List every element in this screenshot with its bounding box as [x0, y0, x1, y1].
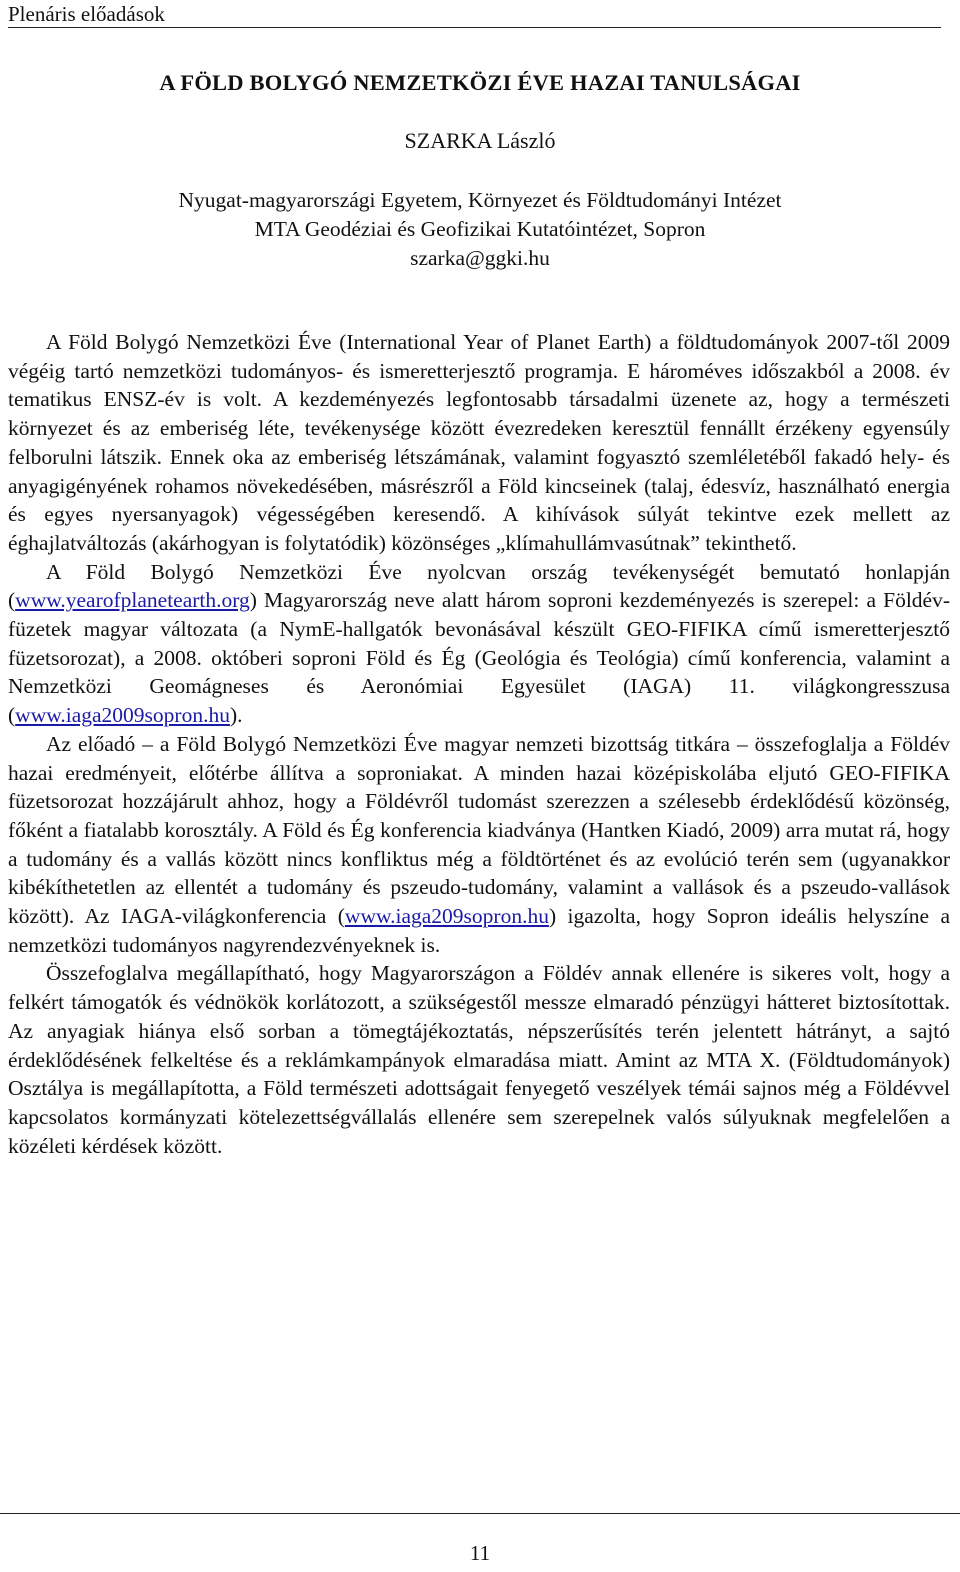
paragraph-1: A Föld Bolygó Nemzetközi Éve (International Year of Planet Earth) a földtudományok 2007-től 2009 végéig tartó nemzetközi tudományos- és ismeretterjesztő programja. E hároméves időszakból a 2008. év tematikus ENSZ-év is volt. A kezdeményezés legfontosabb társadalmi üzenete az, hogy a természeti környezet és az emberiség léte, tevékenysége között évezredeken keresztül fennállt érzékeny egyensúly felborulni látszik. Ennek oka az emberiség létszámának, valamint fogyasztó szemléletéből fakadó hely- és anyagigényének rohamos növekedésében, másrészről a Föld kincseinek (talaj, édesvíz, használható energia és egyes nyersanyagok) végességében keresendő. A kihívások súlyát tekintve ezek mellett az éghajlatváltozás (akárhogyan is folytatódik) közönséges „klímahullámvasútnak” tekinthető. [8, 330, 950, 555]
paragraph-2 [8, 558, 950, 730]
paragraph-2-text-b: ) Magyarország neve alatt három soproni kezdeményezés is szerepel: a Földév-füzetek magyar változata (a NymE-hallgatók bevonásával készült GEO-FIFIKA című ismeretterjesztő füzetsorozat), a 2008. októberi soproni Föld és Ég (Geológia és Teológia) című konferencia, valamint a Nemzetközi Geomágneses és Aeronómiai Egyesület (IAGA) 11. világkongresszusa ( [8, 588, 950, 728]
footer-divider [0, 1513, 960, 1514]
paragraph-3 [8, 730, 950, 960]
author-name: SZARKA László [404, 128, 556, 153]
article-title: A FÖLD BOLYGÓ NEMZETKÖZI ÉVE HAZAI TANULSÁGAI [159, 70, 801, 95]
article-body [8, 328, 950, 1160]
paragraph-2-text-c: ). [229, 703, 243, 728]
affiliation-block [0, 186, 960, 273]
paragraph-3-text-a: Az előadó – a Föld Bolygó Nemzetközi Éve magyar nemzeti bizottság titkára – összefoglalja a Földév hazai eredményeit, előtérbe állítva a soproniakat. A minden hazai középiskolába eljutó GEO-FIFIKA füzetsorozat hozzájárult ahhoz, hogy a Földévről tudomást szerezzen a szélesebb érdeklődésű közönség, főként a fiatalabb korosztály. A Föld és Ég konferencia kiadványa (Hantken Kiadó, 2009) arra mutat rá, hogy a tudomány és a vallás között nincs konfliktus még a földtörténet és az evolúció terén sem (ugyanakkor kibékíthetetlen az ellentét a tudomány és pszeudo-tudomány, valamint a vallások és a pszeudo-vallások között). Az IAGA-világkonferencia ( [8, 731, 950, 929]
paragraph-2-text-a: A Föld Bolygó Nemzetközi Éve nyolcvan ország tevékenységét bemutató honlapján ( [8, 559, 950, 613]
yearofplanetearth-link[interactable]: www.yearofplanetearth.org [15, 588, 250, 613]
affiliation-university: Nyugat-magyarországi Egyetem, Környezet és Földtudományi Intézet [178, 188, 782, 212]
paragraph-4: Összefoglalva megállapítható, hogy Magyarországon a Földév annak ellenére is sikeres volt, hogy a felkért támogatók és védnökök korlátozott, a szükségestől messze elmaradó pénzügyi hátteret biztosítottak. Az anyagiak hiánya első sorban a tömegtájékoztatás, népszerűsítés terén jelentett hátrányt, a sajtó érdeklődésének felkeltése és a reklámkampányok elmaradása miatt. Amint az MTA X. (Földtudományok) Osztálya is megállapította, a Föld természeti adottságait fenyegető veszélyek témái sajnos még a Földévvel kapcsolatos kormányzati kötelezettségvállalás ellenére sem szerepelnek valós súlyuknak megfelelően a közéleti kérdések között. [8, 961, 950, 1158]
affiliation-institute: MTA Geodéziai és Geofizikai Kutatóintézet, Sopron [254, 217, 706, 241]
author-email: szarka@ggki.hu [410, 246, 550, 270]
iaga209sopron-link[interactable]: www.iaga209sopron.hu [344, 904, 549, 929]
paragraph-3-text-b: ) igazolta, hogy Sopron ideális helyszíne a nemzetközi tudományos nagyrendezvényeknek is. [8, 904, 950, 957]
page-number: 11 [469, 1541, 491, 1565]
running-header: Plenáris előadások [8, 2, 941, 28]
iaga2009sopron-link[interactable]: www.iaga2009sopron.hu [15, 703, 230, 728]
